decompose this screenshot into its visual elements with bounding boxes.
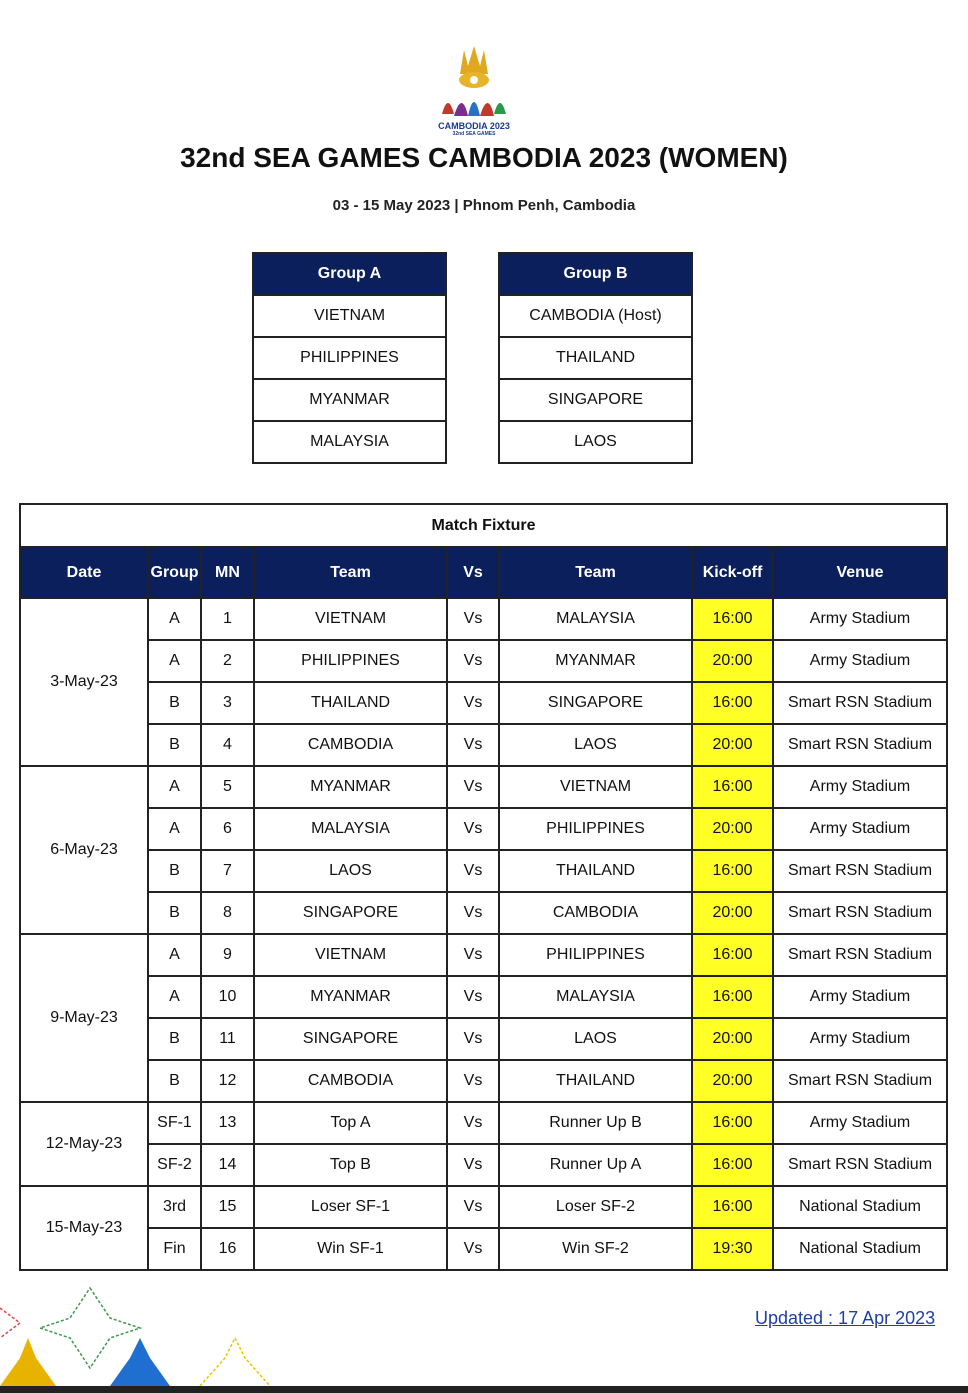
match-number: 3 [201, 682, 254, 724]
home-team: Loser SF-1 [254, 1186, 447, 1228]
match-group: B [148, 1060, 201, 1102]
header-team-away: Team [499, 547, 692, 598]
vs-label: Vs [447, 892, 499, 934]
venue: Smart RSN Stadium [773, 682, 947, 724]
away-team: LAOS [499, 724, 692, 766]
kickoff-time: 16:00 [692, 934, 773, 976]
logo-subtext: 32nd SEA GAMES [452, 131, 496, 137]
group-b-team: CAMBODIA (Host) [499, 295, 692, 337]
match-number: 12 [201, 1060, 254, 1102]
match-number: 5 [201, 766, 254, 808]
match-number: 15 [201, 1186, 254, 1228]
vs-label: Vs [447, 1144, 499, 1186]
venue: Army Stadium [773, 766, 947, 808]
home-team: MALAYSIA [254, 808, 447, 850]
home-team: PHILIPPINES [254, 640, 447, 682]
venue: Smart RSN Stadium [773, 892, 947, 934]
away-team: MYANMAR [499, 640, 692, 682]
venue: National Stadium [773, 1228, 947, 1270]
decorative-pattern [0, 1278, 300, 1393]
match-group: B [148, 850, 201, 892]
match-group: A [148, 598, 201, 640]
kickoff-time: 16:00 [692, 1144, 773, 1186]
kickoff-time: 16:00 [692, 976, 773, 1018]
match-group: B [148, 892, 201, 934]
match-number: 7 [201, 850, 254, 892]
table-row [20, 1186, 947, 1228]
kickoff-time: 16:00 [692, 598, 773, 640]
home-team: Win SF-1 [254, 1228, 447, 1270]
venue: Army Stadium [773, 1018, 947, 1060]
header-kickoff: Kick-off [692, 547, 773, 598]
match-group: A [148, 808, 201, 850]
vs-label: Vs [447, 934, 499, 976]
away-team: MALAYSIA [499, 598, 692, 640]
kickoff-time: 16:00 [692, 1186, 773, 1228]
table-row [20, 598, 947, 640]
match-number: 11 [201, 1018, 254, 1060]
vs-label: Vs [447, 766, 499, 808]
venue: Army Stadium [773, 1102, 947, 1144]
kickoff-time: 19:30 [692, 1228, 773, 1270]
bottom-bar [0, 1386, 968, 1393]
group-b-team: THAILAND [499, 337, 692, 379]
kickoff-time: 20:00 [692, 1018, 773, 1060]
vs-label: Vs [447, 976, 499, 1018]
home-team: MYANMAR [254, 766, 447, 808]
header-team-home: Team [254, 547, 447, 598]
match-number: 2 [201, 640, 254, 682]
venue: Smart RSN Stadium [773, 1060, 947, 1102]
fixture-caption: Match Fixture [20, 504, 947, 547]
match-date: 15-May-23 [20, 1186, 148, 1270]
venue: Army Stadium [773, 976, 947, 1018]
page-title: 32nd SEA GAMES CAMBODIA 2023 (WOMEN) [180, 142, 788, 173]
venue: Army Stadium [773, 640, 947, 682]
group-b-team: LAOS [499, 421, 692, 463]
venue: Smart RSN Stadium [773, 934, 947, 976]
away-team: Runner Up A [499, 1144, 692, 1186]
table-row [20, 682, 947, 724]
match-date: 6-May-23 [20, 766, 148, 934]
home-team: VIETNAM [254, 598, 447, 640]
match-date: 3-May-23 [20, 598, 148, 766]
table-row [20, 1060, 947, 1102]
vs-label: Vs [447, 1102, 499, 1144]
group-a-team: PHILIPPINES [253, 337, 446, 379]
home-team: MYANMAR [254, 976, 447, 1018]
home-team: CAMBODIA [254, 1060, 447, 1102]
vs-label: Vs [447, 640, 499, 682]
match-group: SF-1 [148, 1102, 201, 1144]
match-number: 8 [201, 892, 254, 934]
match-group: 3rd [148, 1186, 201, 1228]
match-date: 9-May-23 [20, 934, 148, 1102]
group-a-header: Group A [253, 253, 446, 295]
away-team: CAMBODIA [499, 892, 692, 934]
table-row [20, 1228, 947, 1270]
table-row [20, 1144, 947, 1186]
match-number: 4 [201, 724, 254, 766]
vs-label: Vs [447, 1228, 499, 1270]
updated-link[interactable]: Updated : 17 Apr 2023 [755, 1308, 936, 1328]
vs-label: Vs [447, 598, 499, 640]
header-group: Group [148, 547, 201, 598]
vs-label: Vs [447, 808, 499, 850]
home-team: Top B [254, 1144, 447, 1186]
away-team: PHILIPPINES [499, 934, 692, 976]
match-group: A [148, 766, 201, 808]
match-group: A [148, 934, 201, 976]
header-mn: MN [201, 547, 254, 598]
away-team: MALAYSIA [499, 976, 692, 1018]
venue: Smart RSN Stadium [773, 724, 947, 766]
vs-label: Vs [447, 1060, 499, 1102]
table-row [20, 640, 947, 682]
venue: Smart RSN Stadium [773, 850, 947, 892]
group-b-table [498, 252, 693, 464]
header-venue: Venue [773, 547, 947, 598]
kickoff-time: 16:00 [692, 850, 773, 892]
match-date: 12-May-23 [20, 1102, 148, 1186]
logo-text: CAMBODIA 2023 [438, 121, 510, 131]
away-team: PHILIPPINES [499, 808, 692, 850]
kickoff-time: 20:00 [692, 724, 773, 766]
kickoff-time: 20:00 [692, 892, 773, 934]
match-group: B [148, 682, 201, 724]
table-row [20, 850, 947, 892]
group-a-table [252, 252, 447, 464]
group-a-team: MALAYSIA [253, 421, 446, 463]
match-group: B [148, 724, 201, 766]
home-team: SINGAPORE [254, 1018, 447, 1060]
home-team: CAMBODIA [254, 724, 447, 766]
home-team: THAILAND [254, 682, 447, 724]
match-number: 1 [201, 598, 254, 640]
away-team: Loser SF-2 [499, 1186, 692, 1228]
kickoff-time: 20:00 [692, 640, 773, 682]
vs-label: Vs [447, 1018, 499, 1060]
table-row [20, 892, 947, 934]
page-subtitle: 03 - 15 May 2023 | Phnom Penh, Cambodia [332, 197, 636, 214]
match-group: A [148, 640, 201, 682]
away-team: VIETNAM [499, 766, 692, 808]
group-a-team: MYANMAR [253, 379, 446, 421]
group-b-header: Group B [499, 253, 692, 295]
away-team: LAOS [499, 1018, 692, 1060]
match-group: B [148, 1018, 201, 1060]
table-row [20, 766, 947, 808]
vs-label: Vs [447, 1186, 499, 1228]
away-team: THAILAND [499, 1060, 692, 1102]
kickoff-time: 16:00 [692, 1102, 773, 1144]
venue: Army Stadium [773, 598, 947, 640]
home-team: LAOS [254, 850, 447, 892]
away-team: Runner Up B [499, 1102, 692, 1144]
match-number: 16 [201, 1228, 254, 1270]
match-fixture-table [19, 503, 948, 1271]
vs-label: Vs [447, 850, 499, 892]
fixture-body [20, 598, 947, 1270]
table-row [20, 808, 947, 850]
kickoff-time: 20:00 [692, 1060, 773, 1102]
vs-label: Vs [447, 724, 499, 766]
home-team: SINGAPORE [254, 892, 447, 934]
header-date: Date [20, 547, 148, 598]
home-team: VIETNAM [254, 934, 447, 976]
away-team: Win SF-2 [499, 1228, 692, 1270]
table-row [20, 976, 947, 1018]
venue: National Stadium [773, 1186, 947, 1228]
match-group: Fin [148, 1228, 201, 1270]
table-row [20, 724, 947, 766]
match-number: 9 [201, 934, 254, 976]
kickoff-time: 20:00 [692, 808, 773, 850]
group-a-team: VIETNAM [253, 295, 446, 337]
kickoff-time: 16:00 [692, 682, 773, 724]
match-number: 10 [201, 976, 254, 1018]
venue: Army Stadium [773, 808, 947, 850]
table-row [20, 1018, 947, 1060]
header-vs: Vs [447, 547, 499, 598]
table-row [20, 1102, 947, 1144]
match-group: SF-2 [148, 1144, 201, 1186]
match-number: 6 [201, 808, 254, 850]
away-team: SINGAPORE [499, 682, 692, 724]
vs-label: Vs [447, 682, 499, 724]
match-number: 14 [201, 1144, 254, 1186]
match-number: 13 [201, 1102, 254, 1144]
home-team: Top A [254, 1102, 447, 1144]
away-team: THAILAND [499, 850, 692, 892]
venue: Smart RSN Stadium [773, 1144, 947, 1186]
table-row [20, 934, 947, 976]
match-group: A [148, 976, 201, 1018]
kickoff-time: 16:00 [692, 766, 773, 808]
group-b-team: SINGAPORE [499, 379, 692, 421]
